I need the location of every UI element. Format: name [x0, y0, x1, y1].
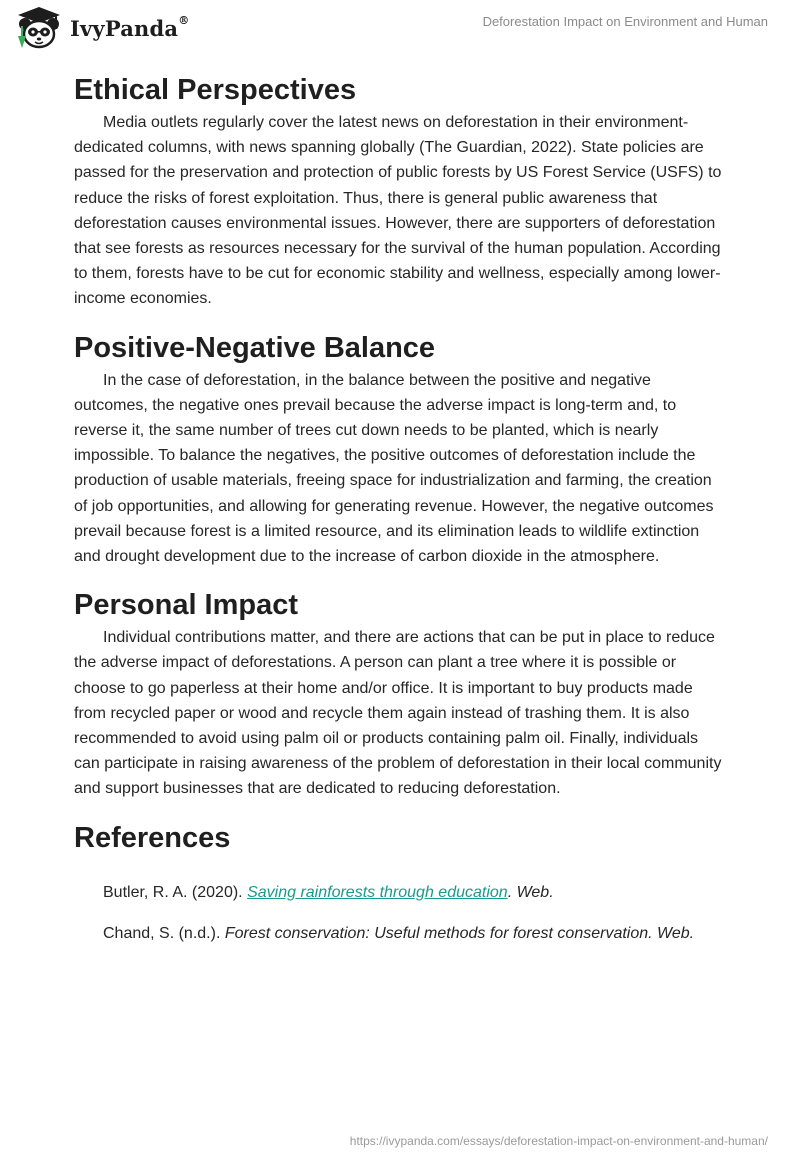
article-body	[74, 70, 726, 964]
page-header	[0, 0, 800, 60]
brand-logo[interactable]	[14, 6, 189, 50]
section-heading-personal-impact: Personal Impact	[74, 589, 299, 622]
reference-suffix: . Web.	[507, 883, 554, 901]
references-heading: References	[74, 821, 231, 854]
document-title: Deforestation Impact on Environment and Human	[482, 14, 768, 29]
section-heading-ethical-perspectives: Ethical Perspectives	[74, 74, 357, 106]
section-paragraph-ethical-perspectives: Media outlets regularly cover the latest news on deforestation in their environment-dedicated columns, with news spanning globally (The Guardian, 2022). State policies are passed for the preservation and protection of public forests by US Forest Service (USFS) to reduce the risks of forest exploitation. Thus, there is general public awareness that deforestation causes environmental issues. However, there are supporters of deforestation that see forests as resources necessary for the survival of the human population. According to them, forests have to be cut for economic stability and wellness, especially among lower-income economies.	[74, 114, 722, 308]
footer-source-url[interactable]: https://ivypanda.com/essays/deforestation-impact-on-environment-and-human/	[349, 1134, 768, 1148]
reference-author: Butler, R. A. (2020).	[103, 883, 248, 901]
reference-link[interactable]: Saving rainforests through education	[247, 883, 508, 901]
section-paragraph-positive-negative-balance: In the case of deforestation, in the balance between the positive and negative outcomes, the negative ones prevail because the adverse impact is long-term and, to reverse it, the same number of trees cut down needs to be planted, which is nearly impossible. To balance the negatives, the positive outcomes of deforestation include the production of usable materials, freeing space for industrialization and farming, the creation of job opportunities, and allowing for generating revenue. However, the negative outcomes prevail because forest is a limited resource, and its elimination leads to wildlife extinction and drought development due to the increase of carbon dioxide in the atmosphere.	[74, 371, 714, 566]
reference-title: Forest conservation: Useful methods for forest conservation. Web.	[224, 924, 695, 942]
reference-item	[74, 923, 726, 945]
references-list	[74, 882, 726, 945]
panda-logo-icon	[14, 6, 64, 50]
section-heading-positive-negative-balance: Positive-Negative Balance	[74, 331, 436, 364]
section-paragraph-personal-impact: Individual contributions matter, and there are actions that can be put in place to reduce the adverse impact of deforestations. A person can plant a tree where it is possible or choose to go paperless at their home and/or office. It is important to buy products made from recycled paper or wood and recycle them again instead of trashing them. It is also recommended to avoid using palm oil or products containing palm oil. Finally, individuals can participate in raising awareness of the problem of deforestation in their local community and support businesses that are dedicated to reducing deforestation.	[74, 629, 722, 798]
reference-item	[74, 882, 726, 904]
reference-author: Chand, S. (n.d.).	[103, 924, 225, 942]
brand-name: IvyPanda®	[70, 13, 190, 41]
